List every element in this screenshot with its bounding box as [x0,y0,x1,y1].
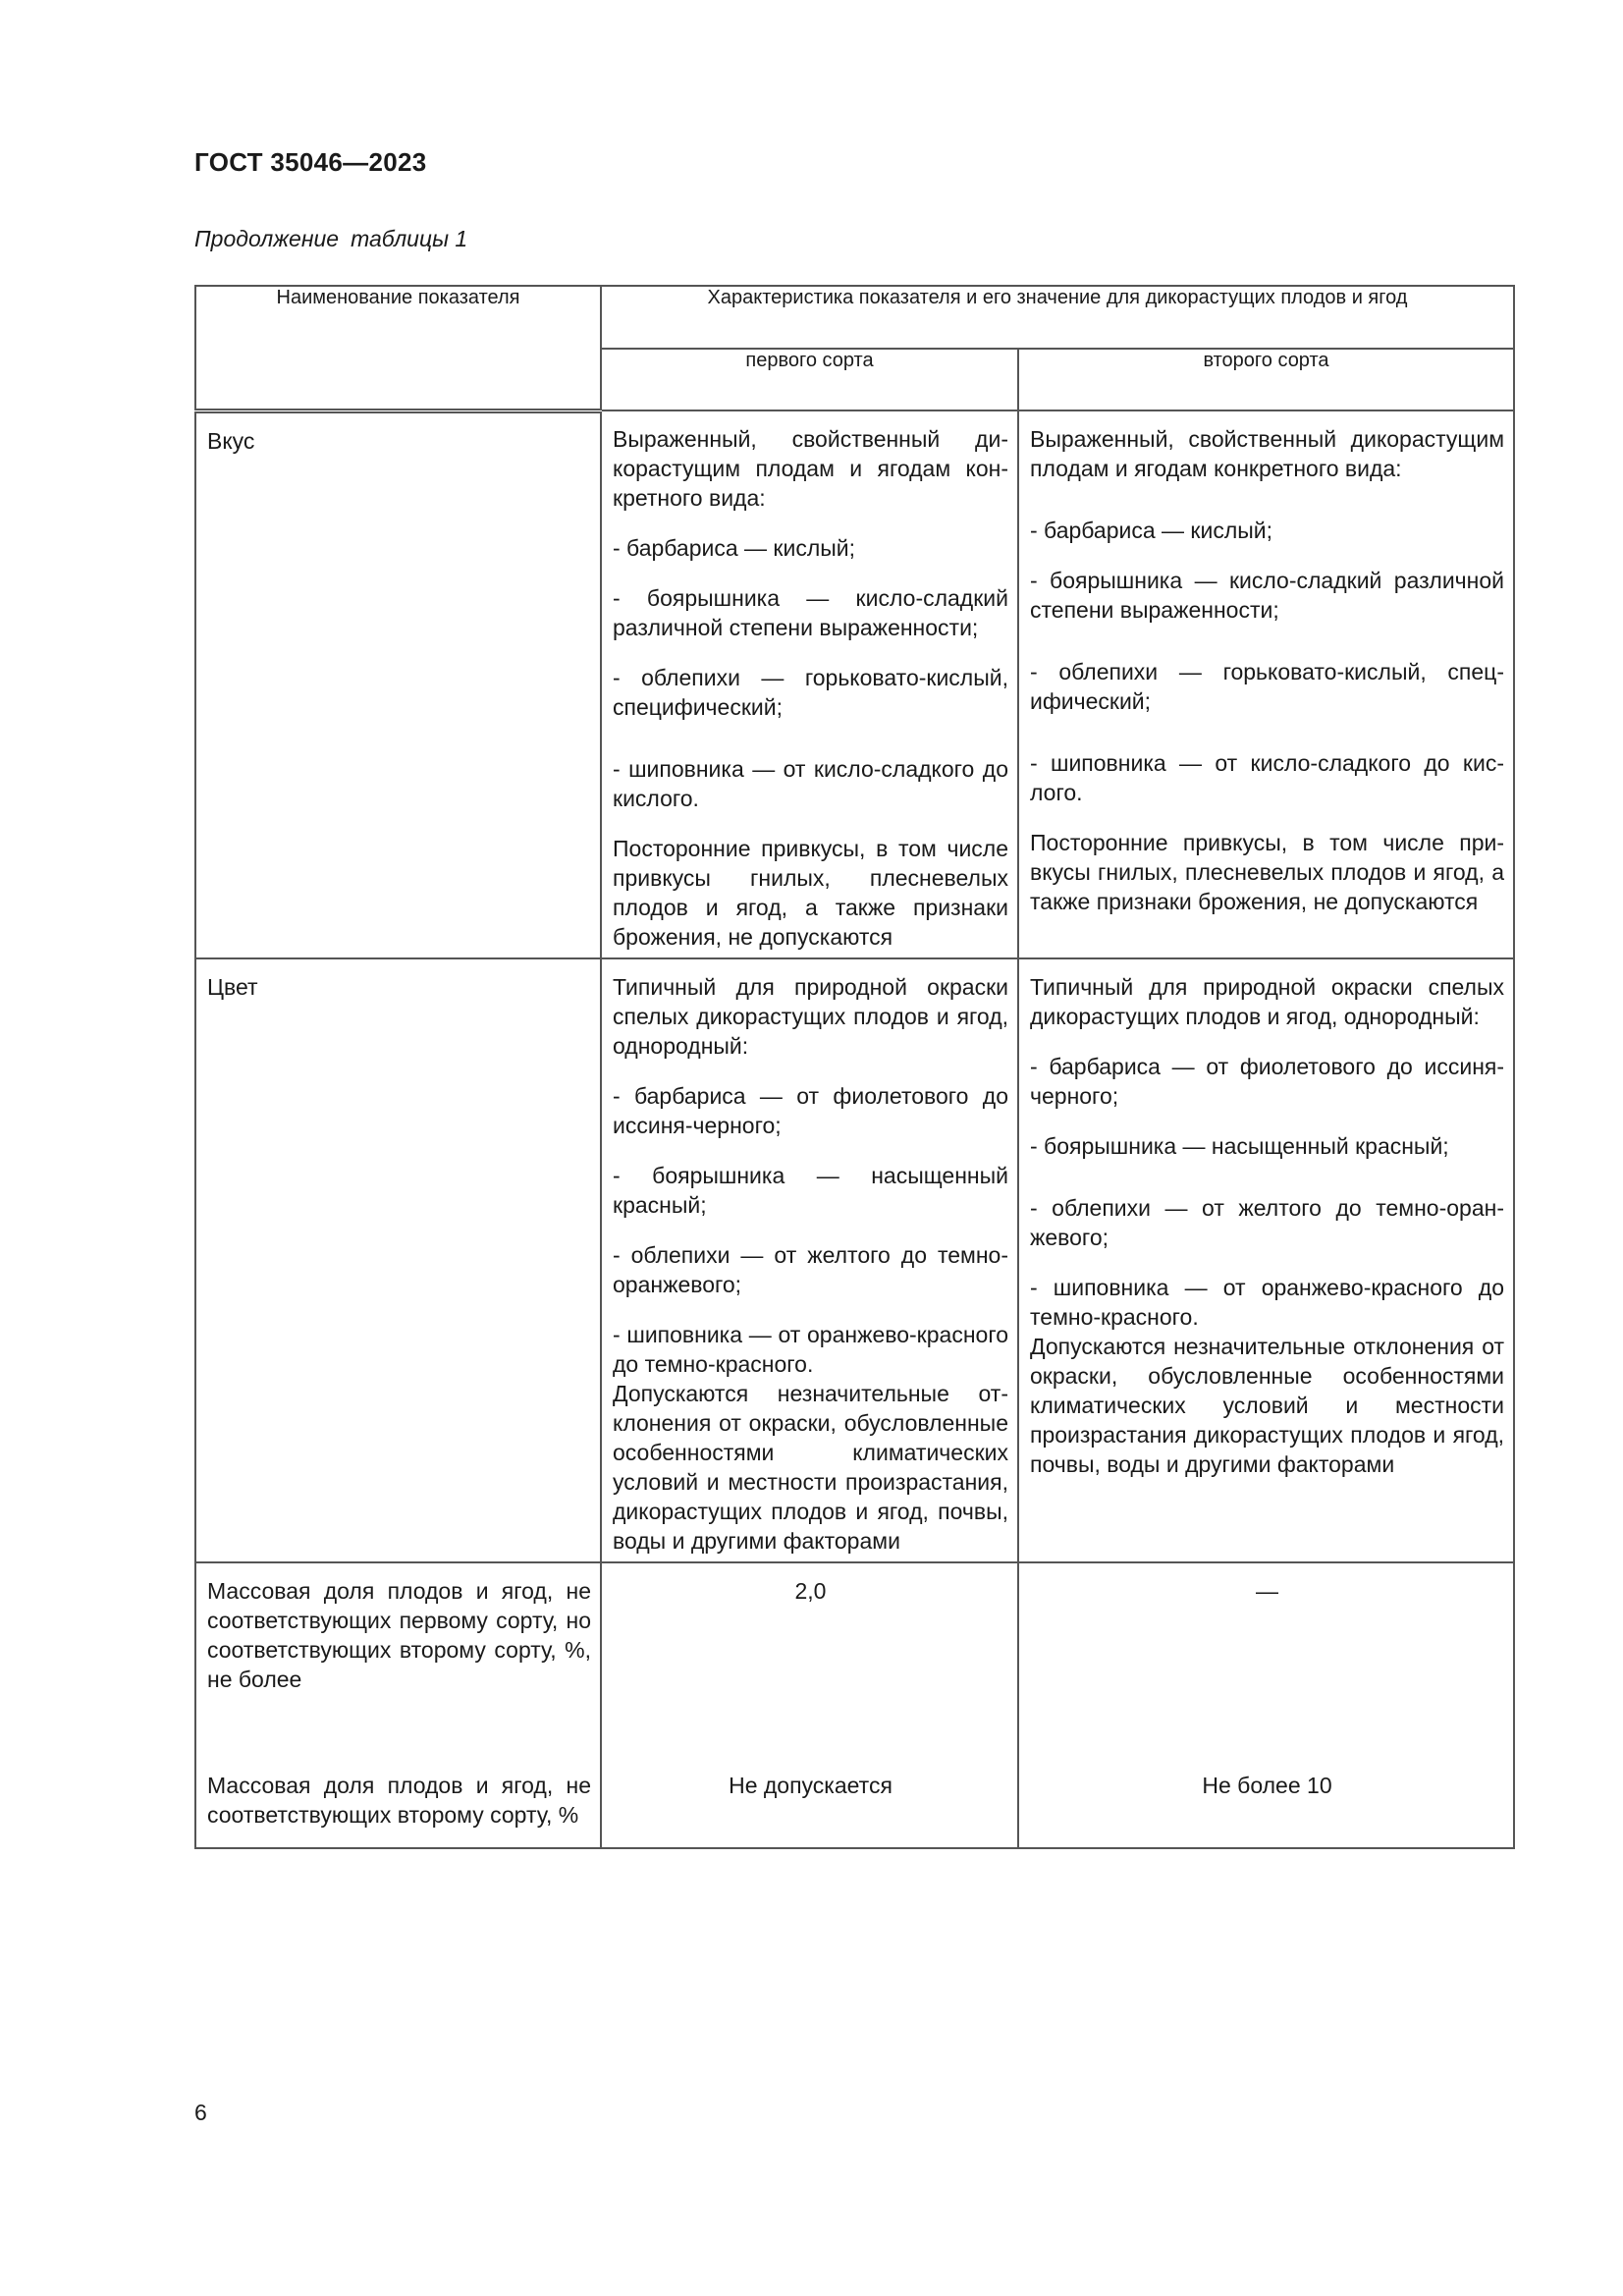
color-second-barberry: - барбариса — от фиолетового до иссиня-черного; [1030,1054,1505,1109]
specification-table [194,285,1515,1849]
taste-first-intro: Выраженный, свойственный дикорастущим плодам и ягодам конкретного вида: [613,426,1008,511]
second-grade-cell [1018,958,1514,1562]
col-header-first-grade [601,349,1018,410]
col-header-group-text: Характеристика показателя и его значение для дикорастущих плодов и ягод [707,287,1408,308]
taste-second-sea-buckthorn: - облепихи — горьковато-кислый, специфический; [1030,659,1505,714]
col-header-group [601,286,1514,349]
taste-first-sea-buckthorn: - облепихи — горьковато-кислый, специфический; [613,665,1008,720]
row-name-cell [195,410,601,958]
taste-second-hawthorn: - боярышника — кисло-сладкий различной степени выраженности; [1030,568,1505,623]
table-row-mass-fraction [195,1562,1514,1848]
first-grade-cell [601,958,1018,1562]
color-first-deviations: Допускаются незначительные отклонения от окраски, обусловленные особенностями климатических условий и местности произрастания, дикорастущих плодов и ягод, почвы, воды и другими факторами [613,1381,1008,1554]
first-grade-cell [601,410,1018,958]
color-second-rosehip: - шиповника — от оранжево-красного до темно-красного. [1030,1275,1505,1330]
row-name-taste: Вкус [207,427,255,454]
color-first-sea-buckthorn: - облепихи — от желтого до темно-оранжевого; [613,1242,1008,1297]
taste-first-rosehip: - шиповника — от кисло-сладкого до кислого. [613,756,1008,811]
second-grade-cell [1018,410,1514,958]
col-header-indicator-name [195,286,601,410]
taste-second-barberry: - барбариса — кислый; [1030,518,1273,543]
taste-first-foreign-tastes: Посторонние привкусы, в том числе привкусы гнилых, плесневелых плодов и ягод, а также признаки брожения, не допускаются [613,836,1008,950]
page-number: 6 [194,2100,207,2125]
document-code: ГОСТ 35046—2023 [194,147,427,177]
mass-second-value-2: Не более 10 [1202,1773,1332,1798]
taste-second-rosehip: - шиповника — от кисло-сладкого до кислого. [1030,750,1505,805]
col-header-indicator-name-text: Наименование показателя [276,287,520,308]
first-grade-cell [601,1562,1018,1848]
col-header-second-grade [1018,349,1514,410]
second-grade-cell [1018,1562,1514,1848]
taste-second-foreign-tastes: Посторонние привкусы, в том числе привкусы гнилых, плесневелых плодов и ягод, а также признаки брожения, не допускаются [1030,830,1505,914]
caption-continuation: Продолжение [194,226,340,251]
color-first-intro: Типичный для природной окраски спелых дикорастущих плодов и ягод, однородный: [613,974,1008,1059]
row-name-color: Цвет [207,974,258,1000]
col-header-first-grade-text: первого сорта [745,350,874,371]
taste-first-hawthorn: - боярышника — кисло-сладкий различной степени выраженности; [613,585,1008,640]
col-header-second-grade-text: второго сорта [1203,350,1329,371]
taste-first-barberry: - барбариса — кислый; [613,535,856,561]
row-name-cell [195,958,601,1562]
color-second-hawthorn: - боярышника — насыщенный красный; [1030,1133,1449,1159]
table-caption [194,226,467,252]
mass-first-value-1: 2,0 [794,1578,827,1604]
table-row-taste [195,410,1514,958]
row-name-cell [195,1562,601,1848]
mass-first-value-2: Не допускается [729,1773,893,1798]
row-name-mass-fraction-first: Массовая доля плодов и ягод, не соответствующих первому сорту, но соответствующих второму сорту, %, не более [207,1578,591,1692]
color-first-rosehip: - шиповника — от оранжево-красного до темно-красного. [613,1322,1008,1377]
color-first-hawthorn: - боярышника — насыщенный красный; [613,1163,1008,1218]
caption-table-ref: таблицы 1 [351,226,468,251]
mass-second-value-1: — [1256,1578,1278,1604]
color-first-barberry: - барбариса — от фиолетового до иссиня-черного; [613,1083,1008,1138]
row-name-mass-fraction-second: Массовая доля плодов и ягод, не соответствующих второму сорту, % [207,1773,591,1828]
color-second-intro: Типичный для природной окраски спелых дикорастущих плодов и ягод, однородный: [1030,974,1505,1029]
color-second-deviations: Допускаются незначительные отклонения от окраски, обусловленные особенностями климатических условий и местности произрастания дикорастущих плодов и ягод, почвы, воды и другими факторами [1030,1334,1505,1477]
taste-second-intro: Выраженный, свойственный дикорастущим плодам и ягодам конкретного вида: [1030,426,1505,481]
color-second-sea-buckthorn: - облепихи — от желтого до темно-оранжевого; [1030,1195,1505,1250]
table-row-color [195,958,1514,1562]
